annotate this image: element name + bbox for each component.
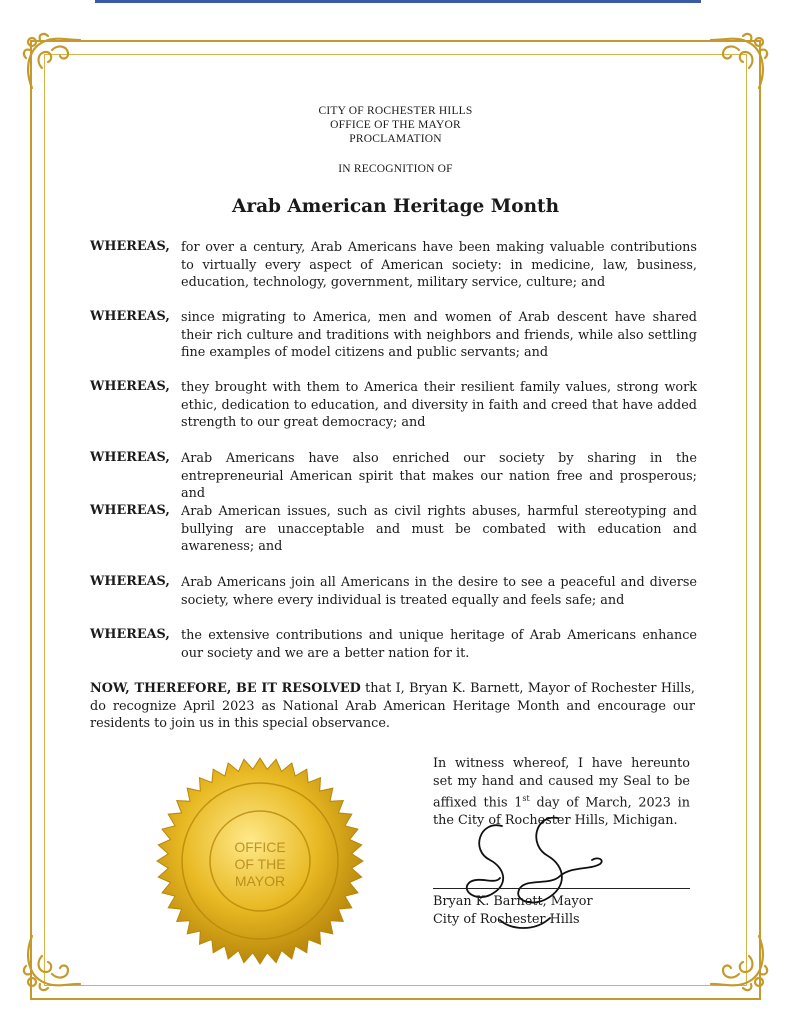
clause-text: Arab Americans have also enriched our society by sharing in the entrepreneurial American spirit that makes our nation free and prosperous; and [181,451,697,502]
proclamation-title: Arab American Heritage Month [231,196,560,217]
clause-text: the extensive contributions and unique heritage of Arab Americans enhance our society and we are a better nation for it. [181,628,697,661]
clause-text: for over a century, Arab Americans have been making valuable contributions to virtually every aspect of American society: in medicine, law, business, education, technology, government, military service, culture; and [181,240,697,291]
clause-label: WHEREAS, [90,239,170,254]
gold-seal-icon [155,756,365,966]
resolution-paragraph [90,680,695,733]
clause-label: WHEREAS, [90,627,170,642]
clause-label: WHEREAS, [90,379,170,394]
witness-text-1: In witness whereof, I have hereunto set my hand and caused my Seal to be affixed this 1 [433,756,690,811]
signatory-title: City of Rochester Hills [433,912,580,927]
corner-flourish-icon [703,28,773,98]
clause-text: Arab American issues, such as civil rights abuses, harmful stereotyping and bullying are unacceptable and must be combated with education and awareness; and [181,504,697,555]
clause-label: WHEREAS, [90,574,170,589]
signature-line [433,888,690,889]
top-edge-strip [95,0,701,3]
clause-label: WHEREAS, [90,450,170,465]
clause-label: WHEREAS, [90,309,170,324]
resolution-lead: NOW, THEREFORE, BE IT RESOLVED [90,681,361,696]
signatory-name: Bryan K. Barnett, Mayor [433,894,593,909]
clause-text: Arab Americans join all Americans in the desire to see a peaceful and diverse society, where every individual is treated equally and feels safe; and [181,575,697,608]
header-city: CITY OF ROCHESTER HILLS [318,105,473,117]
witness-ordinal: st [522,794,530,804]
header-office: OFFICE OF THE MAYOR [330,119,461,131]
clause-label: WHEREAS, [90,503,170,518]
corner-flourish-icon [703,926,773,996]
corner-flourish-icon [18,28,88,98]
resolution-text: that I, Bryan K. Barnett, Mayor of Rochester Hills, do recognize April 2023 as National Arab American Heritage Month and encourage our residents to join us in this special observance. [90,681,695,732]
clause-text: since migrating to America, men and women of Arab descent have shared their rich culture and traditions with neighbors and friends, while also settling fine examples of model citizens and public servants; and [181,310,697,361]
clause-text: they brought with them to America their resilient family values, strong work ethic, dedication to education, and diversity in faith and creed that have added strength to our great democracy; and [181,380,697,431]
witness-text-2: day of March, 2023 in the City of Rochester Hills, Michigan. [433,795,690,829]
header-recognition: IN RECOGNITION OF [338,163,453,175]
seal-center-line: OFFICE [234,839,286,855]
seal-center-line: OF THE [234,856,286,872]
seal-center-line: MAYOR [234,873,286,889]
corner-flourish-icon [18,926,88,996]
header-doc-type: PROCLAMATION [349,133,442,145]
